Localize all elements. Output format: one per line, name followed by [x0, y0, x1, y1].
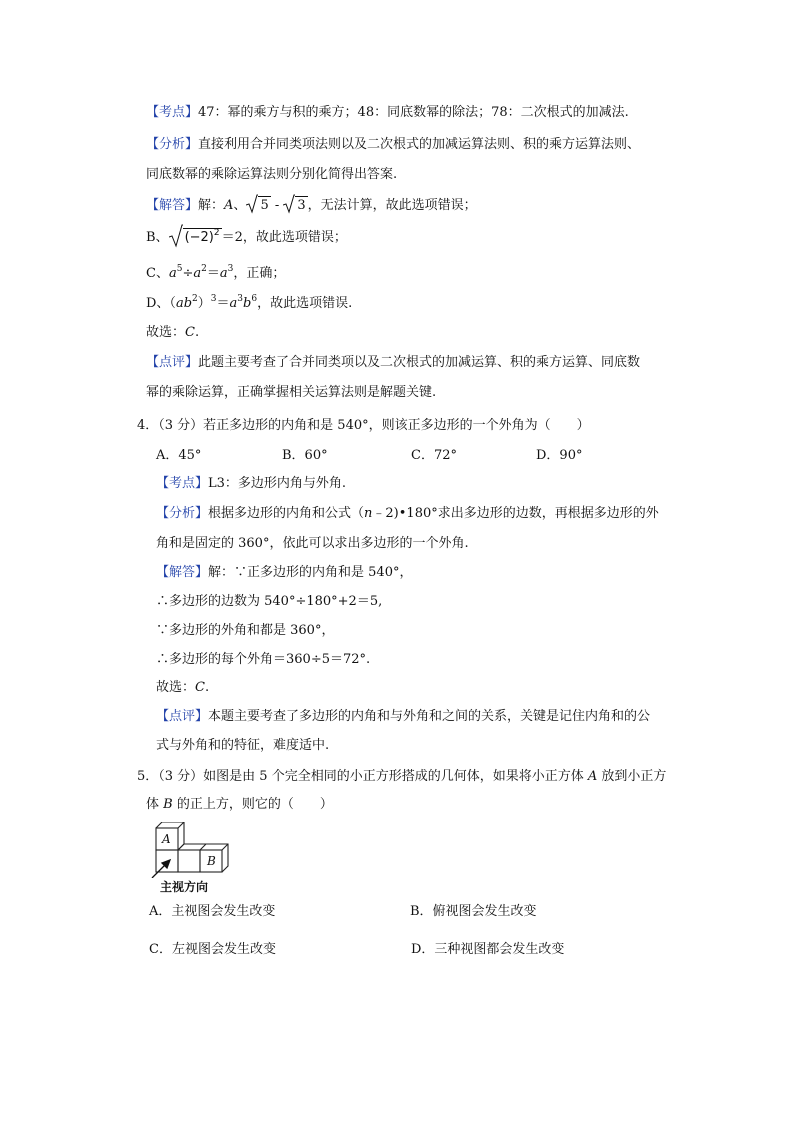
- kaodian-text: 47：幂的乘方与积的乘方；48：同底数幂的除法；78：二次根式的加减法.: [198, 105, 629, 120]
- exponent: 3: [227, 263, 234, 274]
- var-a: a: [193, 266, 202, 281]
- cube-a-ref: A: [587, 769, 598, 784]
- q3-jieda-a-line: [146, 196, 477, 216]
- jieda-prefix: 解：: [198, 198, 225, 213]
- q3-option-d-line: [146, 294, 352, 314]
- exponent: 3: [210, 293, 217, 304]
- option-letter: A: [224, 198, 234, 213]
- fenxi-tag: 【分析】: [156, 506, 209, 521]
- fenxi-text: 直接利用合并同类项法则以及二次根式的加减运算法则、积的乘方运算法则、: [198, 137, 641, 152]
- q4-kaodian-line: [156, 474, 346, 494]
- fenxi-text: 根据多边形的内角和公式（: [208, 506, 365, 521]
- jieda-tag: 【解答】: [156, 565, 209, 580]
- radical-sign-icon: [169, 224, 183, 248]
- q4-fenxi-line-1: [156, 504, 659, 524]
- minus-sign: -: [270, 198, 284, 213]
- sqrt-expression: [283, 196, 307, 216]
- stem-text: 5．（3 分）如图是由 5 个完全相同的小正方形搭成的几何体，如果将小正方体: [137, 769, 588, 784]
- sqrt-expression: [169, 228, 222, 248]
- cube-b-ref: B: [163, 797, 173, 812]
- exponent: 2: [192, 293, 198, 304]
- q3-option-b-line: [146, 228, 347, 248]
- q5-stem-line-2: [146, 795, 333, 815]
- option-label: B、: [146, 230, 169, 245]
- separator: 、: [233, 198, 247, 213]
- kaodian-text: L3：多边形内角与外角.: [208, 476, 347, 491]
- var-a: a: [219, 266, 228, 281]
- close-paren: ）: [197, 296, 211, 311]
- exponent: 5: [176, 263, 183, 274]
- q3-dianping-line-2: [146, 383, 436, 403]
- q4-answer-line: [156, 678, 209, 698]
- q3-fenxi-line-1: [146, 135, 640, 155]
- dianping-tag: 【点评】: [156, 709, 209, 724]
- jieda-tag: 【解答】: [146, 198, 199, 213]
- answer-suffix: .: [204, 680, 210, 695]
- q4-jieda-line-4: ∴多边形的每个外角＝360÷5＝72°.: [156, 652, 371, 667]
- var-a: a: [229, 296, 238, 311]
- answer-letter: C: [195, 680, 205, 695]
- equals-sign: ＝: [216, 296, 230, 311]
- dianping-tag: 【点评】: [146, 355, 199, 370]
- stem-text: 放到小正方: [597, 769, 667, 784]
- equals-sign: ＝: [206, 266, 220, 281]
- exponent: 3: [237, 293, 244, 304]
- stem-text: 体: [146, 797, 164, 812]
- q4-jieda-line-3: ∵多边形的外角和都是 360°，: [156, 623, 335, 638]
- q4-jieda-line-2: ∴多边形的边数为 540°÷180°+2＝5,: [156, 594, 383, 609]
- jieda-suffix: ，无法计算，故此选项错误；: [307, 198, 477, 213]
- option-suffix: ＝2，故此选项错误；: [221, 230, 347, 245]
- exponent: 2: [201, 263, 207, 274]
- q3-option-c-line: [146, 264, 285, 284]
- answer-suffix: .: [194, 325, 200, 340]
- sqrt-expression: [246, 196, 270, 216]
- fenxi-text: 同底数幂的乘除运算法则分别化简得出答案.: [146, 167, 398, 182]
- answer-prefix: 故选：: [146, 325, 186, 340]
- q5-stem-line-1: [137, 767, 666, 787]
- q5-option-a: A．主视图会发生改变: [149, 904, 276, 919]
- fenxi-text: 角和是固定的 360°，依此可以求出多边形的一个外角.: [156, 536, 469, 551]
- q4-option-d: D．90°: [536, 448, 583, 463]
- radical-sign-icon: [246, 194, 258, 214]
- cube-b-label: B: [207, 854, 216, 868]
- exponent: 6: [251, 293, 258, 304]
- option-label: D、（: [146, 296, 176, 311]
- q3-fenxi-line-2: [146, 165, 397, 185]
- q3-kaodian-line: [146, 103, 629, 123]
- q4-option-b: B．60°: [282, 448, 328, 463]
- radicand: 3: [297, 198, 306, 213]
- q4-dianping-line-2: 式与外角和的特征，难度适中.: [156, 738, 330, 753]
- jieda-text: 解：∵正多边形的内角和是 540°，: [208, 565, 413, 580]
- q4-fenxi-line-2: [156, 534, 469, 554]
- radical-sign-icon: [283, 194, 295, 214]
- stem-text: 的正上方，则它的（ ）: [172, 797, 333, 812]
- exponent: 2: [213, 227, 220, 238]
- q3-dianping-line-1: [146, 353, 640, 373]
- dianping-text: 本题主要考查了多边形的内角和与外角和之间的关系，关键是记住内角和的公: [208, 709, 651, 724]
- q3-answer-line: [146, 323, 199, 343]
- cube-stack-figure: [150, 822, 250, 894]
- var-ab: ab: [175, 296, 193, 311]
- q4-jieda-line-1: [156, 563, 412, 583]
- radicand: 5: [260, 198, 269, 213]
- var-n: n: [364, 506, 373, 521]
- divide-sign: ÷: [182, 266, 194, 281]
- main-view-direction-caption: 主视方向: [160, 880, 209, 894]
- answer-letter: C: [185, 325, 195, 340]
- q5-option-c: C．左视图会发生改变: [149, 942, 276, 957]
- fenxi-tag: 【分析】: [146, 137, 199, 152]
- answer-prefix: 故选：: [156, 680, 196, 695]
- q5-option-b: B．俯视图会发生改变: [410, 904, 537, 919]
- dianping-text: 幂的乘除运算，正确掌握相关运算法则是解题关键.: [146, 385, 437, 400]
- q4-option-a: A．45°: [156, 448, 202, 463]
- q4-option-c: C．72°: [411, 448, 457, 463]
- option-suffix: ，故此选项错误.: [257, 296, 353, 311]
- q4-stem: 4．（3 分）若正多边形的内角和是 540°，则该正多边形的一个外角为（ ）: [137, 418, 590, 433]
- var-a: a: [168, 266, 177, 281]
- option-label: C、: [146, 266, 169, 281]
- cube-stack-drawing: [150, 822, 250, 878]
- radicand: [183, 228, 222, 246]
- kaodian-tag: 【考点】: [156, 476, 209, 491]
- kaodian-tag: 【考点】: [146, 105, 199, 120]
- radicand-base: (−2): [184, 230, 214, 245]
- var-b: b: [243, 296, 252, 311]
- cube-a-label: A: [162, 832, 171, 846]
- q4-dianping-line-1: [156, 707, 650, 727]
- fenxi-text: ﹣2)•180°求出多边形的边数，再根据多边形的外: [372, 506, 659, 521]
- dianping-text: 此题主要考查了合并同类项以及二次根式的加减运算、积的乘方运算、同底数: [198, 355, 641, 370]
- q5-option-d: D．三种视图都会发生改变: [411, 942, 565, 957]
- option-suffix: ，正确；: [233, 266, 286, 281]
